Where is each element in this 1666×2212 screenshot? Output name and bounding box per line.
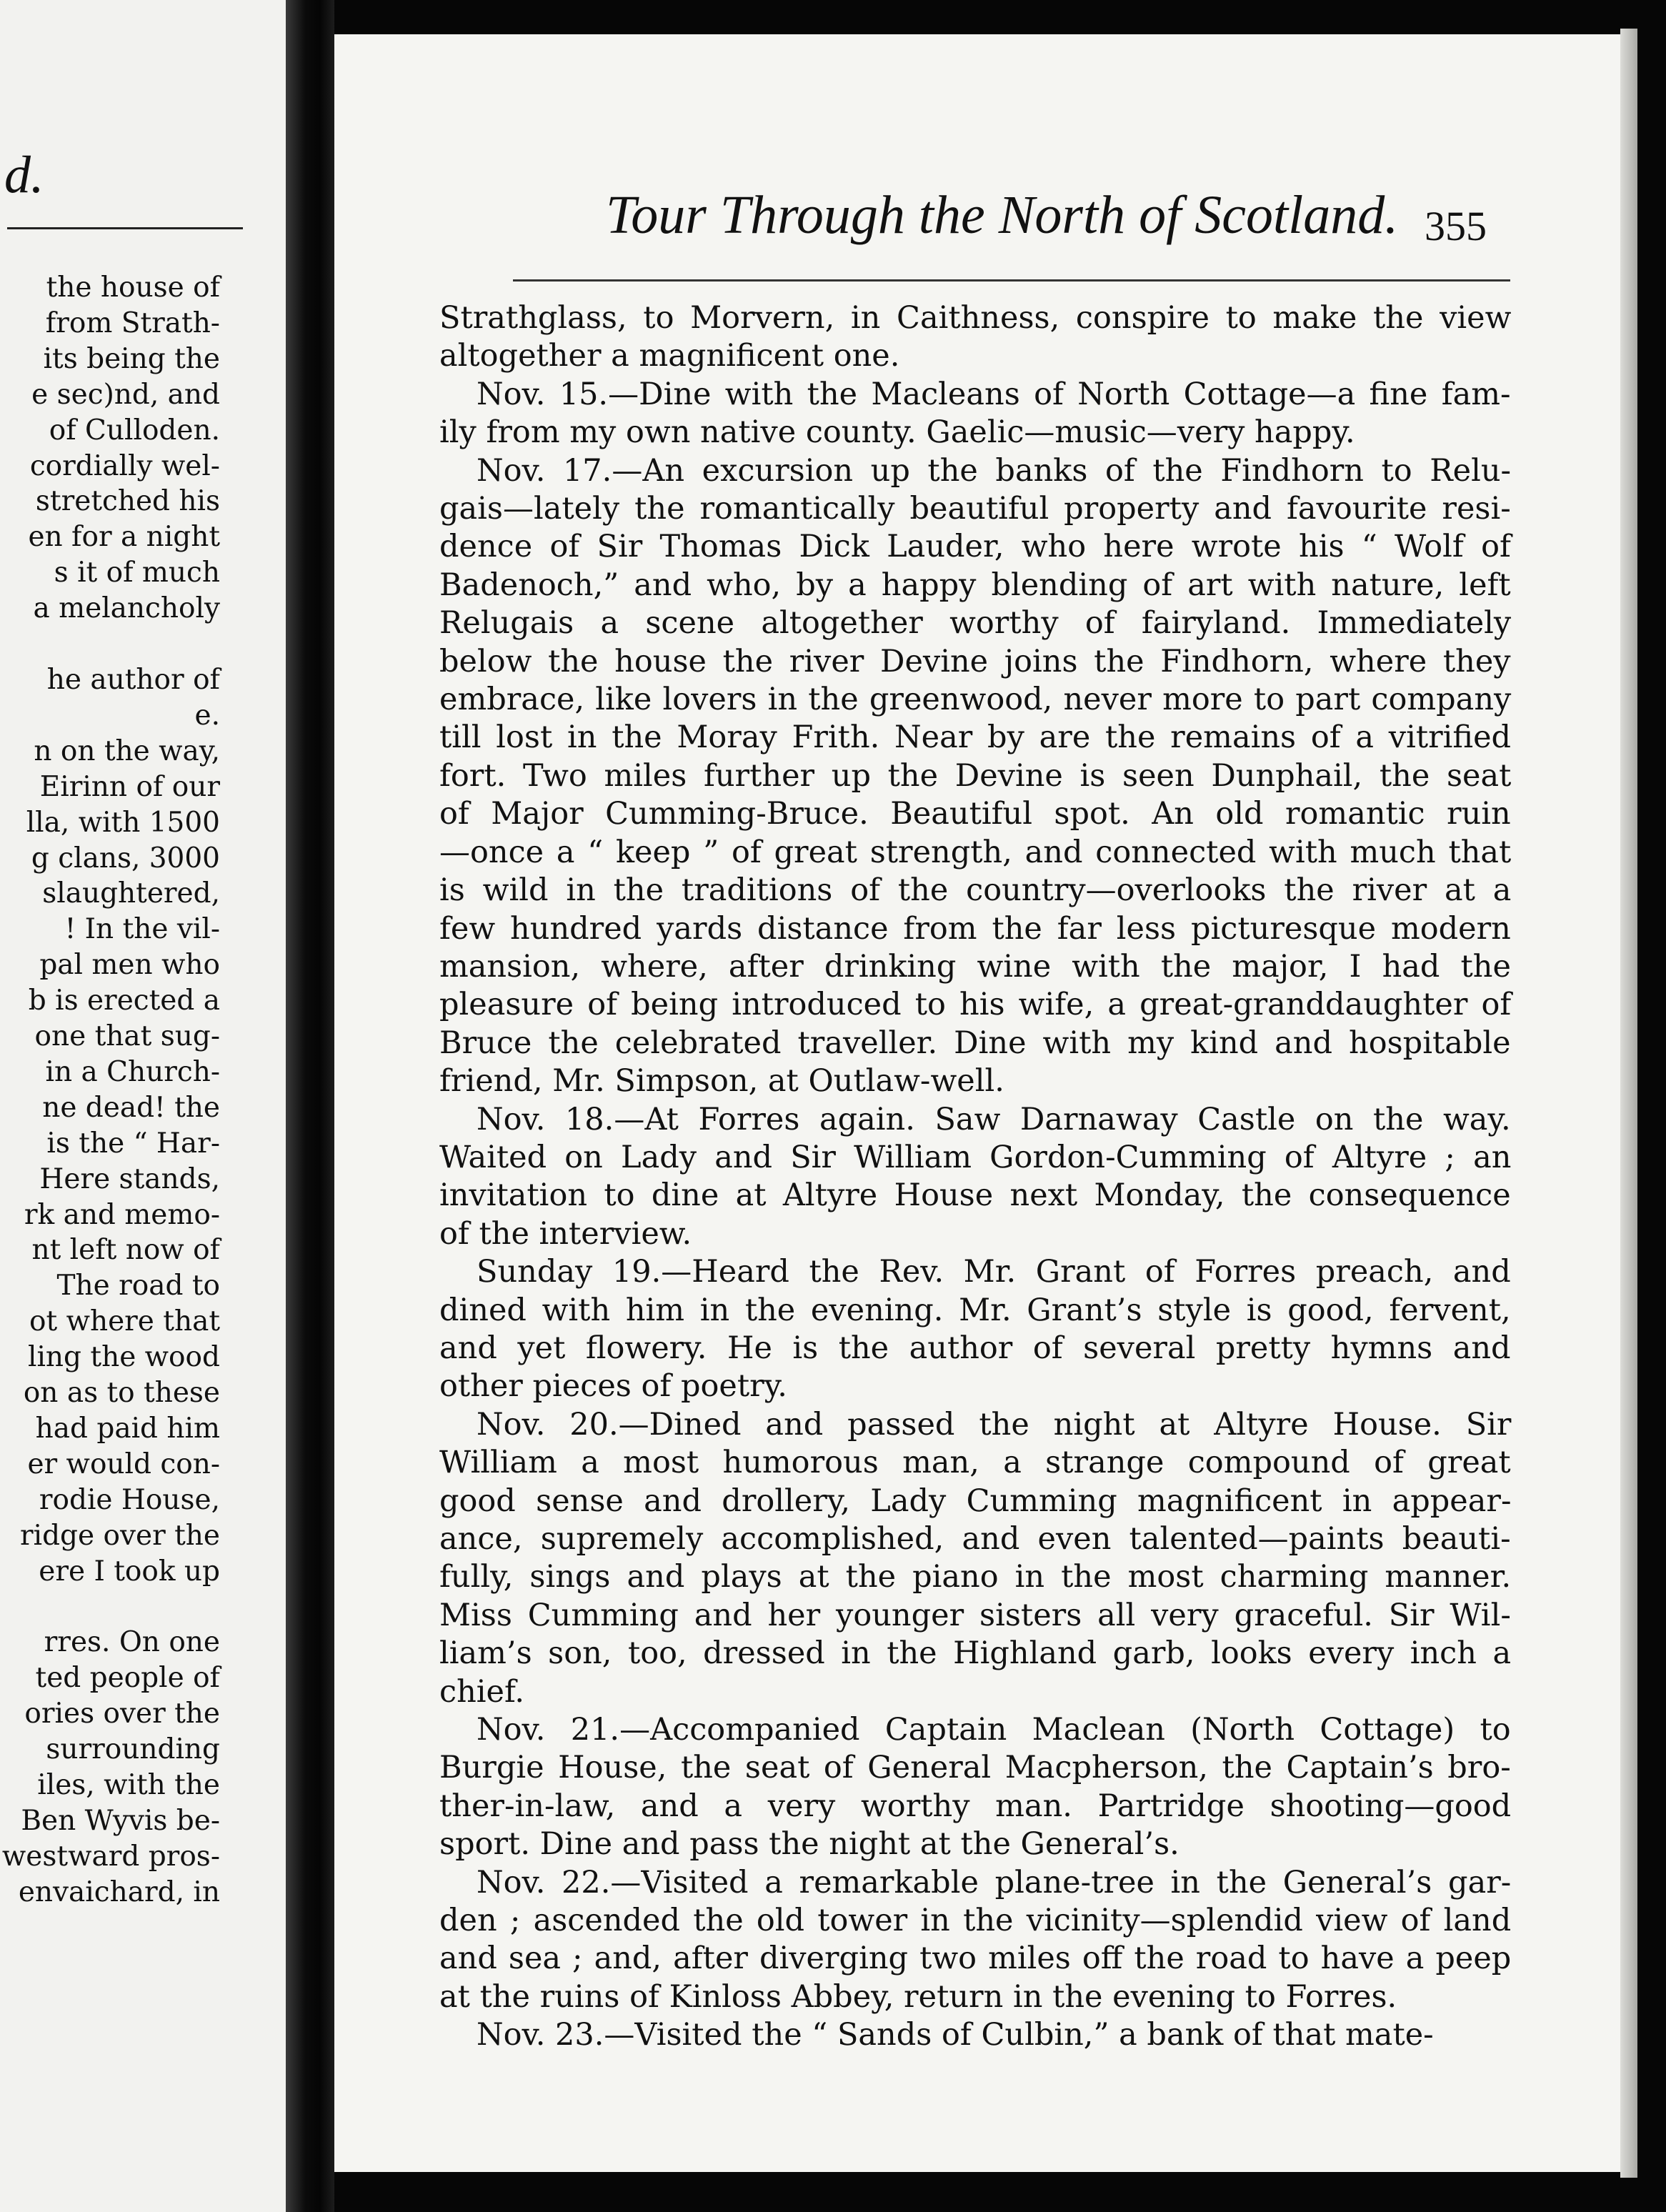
text-line: Strathglass, to Morvern, in Caithness, conspire to make the view bbox=[439, 300, 1512, 336]
header-rule bbox=[513, 279, 1510, 282]
text-line: of Major Cumming-Bruce. Beautiful spot. An old romantic ruin bbox=[439, 796, 1511, 832]
text-line: pleasure of being introduced to his wife, a great-granddaughter of bbox=[439, 987, 1512, 1023]
previous-page-line: the house of bbox=[46, 271, 220, 304]
previous-page-line: s it of much bbox=[54, 557, 220, 589]
previous-page-line: n on the way, bbox=[34, 734, 220, 767]
paragraph-first-line: Nov. 21.—Accompanied Captain Maclean (North Cottage) to bbox=[477, 1712, 1511, 1748]
text-line: chief. bbox=[439, 1673, 525, 1710]
text-line: other pieces of poetry. bbox=[439, 1368, 787, 1405]
text-line: Burgie House, the seat of General Macpherson, the Captain’s bro- bbox=[439, 1750, 1511, 1786]
previous-page-line: nt left now of bbox=[31, 1234, 220, 1267]
text-line: mansion, where, after drinking wine with the major, I had the bbox=[439, 948, 1511, 985]
text-line: liam’s son, too, dressed in the Highland garb, looks every inch a bbox=[439, 1635, 1512, 1672]
page-355 bbox=[334, 34, 1620, 2172]
paragraph-first-line: Nov. 17.—An excursion up the banks of the Findhorn to Relu- bbox=[477, 452, 1512, 489]
previous-page-line: surrounding bbox=[46, 1733, 220, 1766]
text-line: Badenoch,” and who, by a happy blending of art with nature, left bbox=[439, 567, 1511, 603]
book-gutter bbox=[286, 0, 334, 2212]
previous-page-line: rres. On one bbox=[44, 1626, 220, 1659]
previous-page-line: from Strath- bbox=[45, 307, 220, 339]
text-line: fort. Two miles further up the Devine is seen Dunphail, the seat bbox=[439, 757, 1512, 794]
previous-page-line: envaichard, in bbox=[18, 1875, 220, 1908]
previous-page-line: e. bbox=[194, 699, 220, 732]
paragraph-first-line: Nov. 20.—Dined and passed the night at Altyre House. Sir bbox=[477, 1406, 1512, 1443]
previous-page-line: cordially wel- bbox=[29, 449, 220, 482]
previous-page-line: of Culloden. bbox=[49, 414, 220, 447]
text-line: and sea ; and, after diverging two miles off the road to have a peep bbox=[439, 1941, 1512, 1977]
text-line: den ; ascended the old tower in the vicinity—splendid view of land bbox=[439, 1903, 1512, 1939]
text-line: friend, Mr. Simpson, at Outlaw-well. bbox=[439, 1063, 1004, 1100]
text-line: dence of Sir Thomas Dick Lauder, who here wrote his “ Wolf of bbox=[439, 529, 1511, 565]
previous-page-line: stretched his bbox=[35, 485, 220, 518]
text-line: —once a “ keep ” of great strength, and connected with much that bbox=[439, 834, 1512, 870]
previous-page-text bbox=[0, 270, 220, 1910]
previous-page-line: ot where that bbox=[29, 1305, 220, 1338]
text-line: good sense and drollery, Lady Cumming magnificent in appear- bbox=[439, 1483, 1512, 1519]
text-line: is wild in the traditions of the country—overlooks the river at a bbox=[439, 872, 1512, 909]
text-line: Waited on Lady and Sir William Gordon-Cumming of Altyre ; an bbox=[439, 1139, 1512, 1175]
paragraph-first-line: Nov. 22.—Visited a remarkable plane-tree in the General’s gar- bbox=[477, 1864, 1512, 1900]
previous-page-line: slaughtered, bbox=[42, 877, 220, 910]
text-line: and yet flowery. He is the author of several pretty hymns and bbox=[439, 1330, 1511, 1366]
body-text bbox=[439, 299, 1511, 2055]
page-edge bbox=[1620, 29, 1637, 2178]
text-line: Miss Cumming and her younger sisters all very graceful. Sir Wil- bbox=[439, 1597, 1511, 1633]
previous-page-line: ere I took up bbox=[39, 1555, 220, 1588]
paragraph-first-line: Nov. 15.—Dine with the Macleans of North Cottage—a fine fam- bbox=[477, 376, 1511, 412]
previous-page-line: b is erected a bbox=[28, 985, 220, 1017]
text-line: embrace, like lovers in the greenwood, never more to part company bbox=[439, 682, 1512, 718]
paragraph-first-line: Sunday 19.—Heard the Rev. Mr. Grant of Forres preach, and bbox=[477, 1254, 1511, 1290]
previous-page-line: rodie House, bbox=[39, 1483, 220, 1516]
previous-page-line: he author of bbox=[46, 663, 220, 696]
previous-page-line: g clans, 3000 bbox=[31, 842, 220, 875]
text-line: ther-in-law, and a very worthy man. Partridge shooting—good bbox=[439, 1788, 1512, 1824]
previous-page-line: iles, with the bbox=[37, 1769, 220, 1802]
text-line: gais—lately the romantically beautiful property and favourite resi- bbox=[439, 491, 1511, 527]
previous-page-line: had paid him bbox=[35, 1413, 220, 1445]
previous-page-line: Ben Wyvis be- bbox=[21, 1804, 220, 1837]
previous-page-line: ridge over the bbox=[19, 1519, 220, 1552]
previous-page-line: pal men who bbox=[39, 949, 220, 982]
previous-page-line: one that sug- bbox=[34, 1020, 220, 1053]
paragraph-first-line: Nov. 18.—At Forres again. Saw Darnaway Castle on the way. bbox=[477, 1101, 1511, 1137]
previous-page-line: a melancholy bbox=[33, 592, 220, 625]
previous-page-line: e sec)nd, and bbox=[31, 378, 220, 411]
previous-page-line: ne dead! the bbox=[42, 1091, 220, 1124]
previous-page-line: lla, with 1500 bbox=[26, 806, 220, 839]
previous-page-line: ! In the vil- bbox=[64, 913, 220, 946]
previous-page-line: en for a night bbox=[28, 521, 220, 554]
previous-page-line: Here stands, bbox=[39, 1162, 220, 1195]
previous-page-line: is the “ Har- bbox=[46, 1127, 220, 1160]
previous-page-running-head: d. bbox=[4, 146, 44, 204]
previous-page-line: ted people of bbox=[35, 1662, 220, 1695]
previous-page-line: Eirinn of our bbox=[39, 770, 220, 803]
text-line: dined with him in the evening. Mr. Grant’s style is good, fervent, bbox=[439, 1292, 1511, 1328]
previous-page-line: ories over the bbox=[24, 1698, 220, 1730]
previous-page-line: on as to these bbox=[23, 1377, 220, 1410]
running-head: Tour Through the North of Scotland. bbox=[606, 185, 1399, 245]
text-line: fully, sings and plays at the piano in the most charming manner. bbox=[439, 1559, 1512, 1595]
text-line: below the house the river Devine joins the Findhorn, where they bbox=[439, 643, 1511, 679]
previous-page-line: westward pros- bbox=[1, 1840, 220, 1873]
text-line: William a most humorous man, a strange compound of great bbox=[439, 1445, 1511, 1481]
previous-page-line: rk and memo- bbox=[24, 1198, 220, 1231]
page-number: 355 bbox=[1425, 203, 1487, 249]
paragraph-first-line: Nov. 23.—Visited the “ Sands of Culbin,” a bank of that mate- bbox=[477, 2017, 1434, 2053]
text-line: altogether a magnificent one. bbox=[439, 338, 900, 374]
previous-page-line: its being the bbox=[43, 342, 220, 375]
text-line: till lost in the Moray Frith. Near by are the remains of a vitrified bbox=[439, 719, 1512, 756]
previous-page-line: in a Church- bbox=[45, 1055, 220, 1088]
text-line: sport. Dine and pass the night at the General’s. bbox=[439, 1826, 1179, 1863]
text-line: Bruce the celebrated traveller. Dine with my kind and hospitable bbox=[439, 1025, 1511, 1061]
text-line: Relugais a scene altogether worthy of fairyland. Immediately bbox=[439, 605, 1512, 642]
text-line: of the interview. bbox=[439, 1215, 692, 1252]
previous-page-line bbox=[0, 627, 220, 662]
previous-page-line bbox=[0, 1590, 220, 1625]
text-line: invitation to dine at Altyre House next Monday, the consequence bbox=[439, 1177, 1511, 1214]
previous-page-line: ling the wood bbox=[27, 1341, 220, 1374]
text-line: few hundred yards distance from the far less picturesque modern bbox=[439, 910, 1511, 947]
previous-page bbox=[0, 0, 286, 2212]
previous-page-line: The road to bbox=[56, 1270, 220, 1302]
previous-page-line: er would con- bbox=[27, 1448, 220, 1480]
text-line: ance, supremely accomplished, and even talented—paints beauti- bbox=[439, 1521, 1511, 1557]
text-line: at the ruins of Kinloss Abbey, return in the evening to Forres. bbox=[439, 1978, 1397, 2015]
text-line: ily from my own native county. Gaelic—music—very happy. bbox=[439, 414, 1355, 451]
previous-page-header-rule bbox=[7, 227, 243, 229]
